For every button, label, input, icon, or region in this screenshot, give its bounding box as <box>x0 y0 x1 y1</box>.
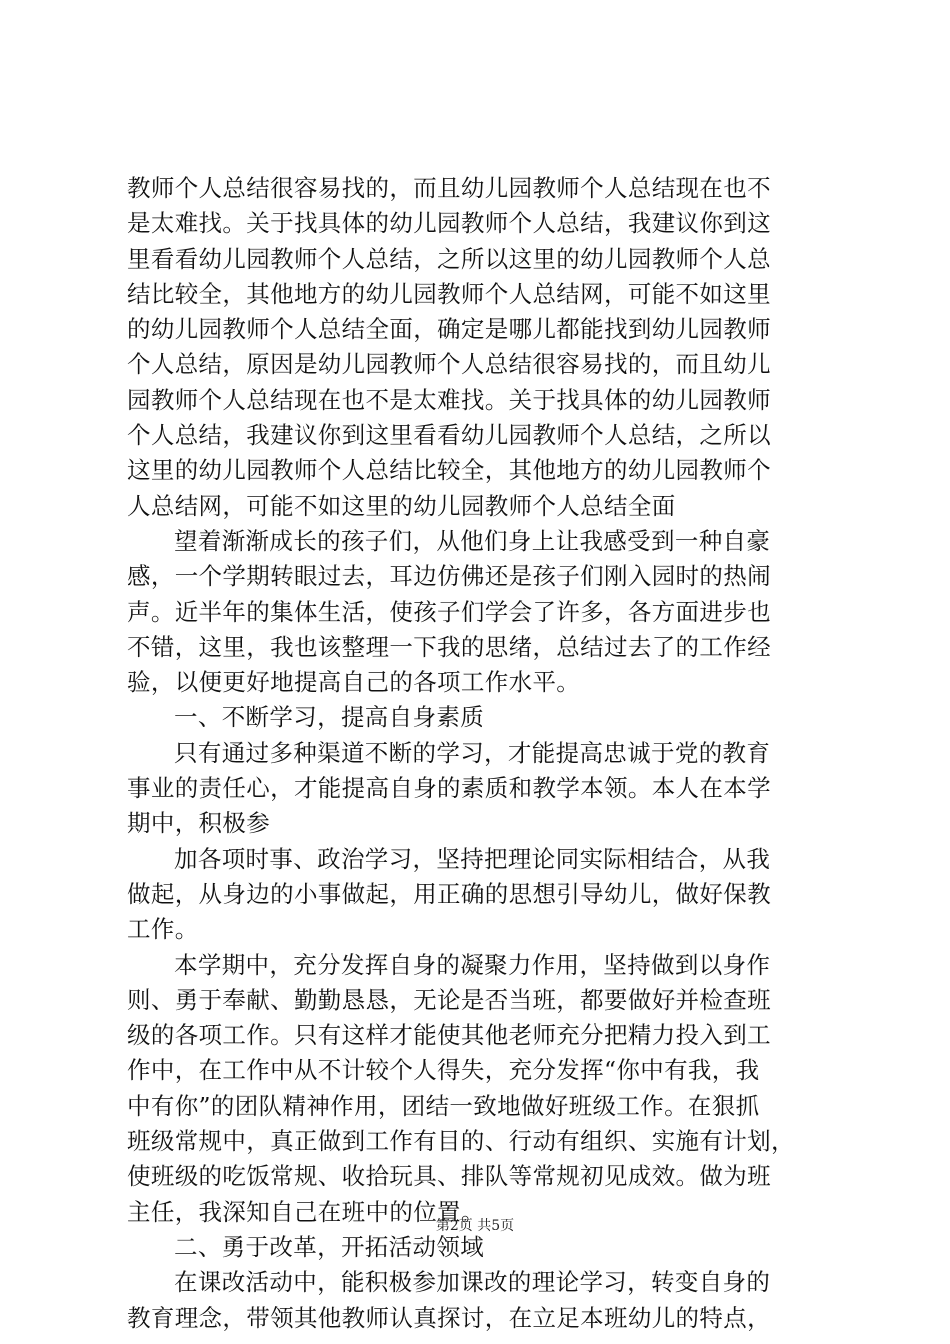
text-line: 个人总结，我建议你到这里看看幼儿园教师个人总结，之所以 <box>127 421 771 450</box>
text-line: 是太难找。关于找具体的幼儿园教师个人总结，我建议你到这 <box>127 209 771 238</box>
text-line: 中有你”的团队精神作用，团结一致地做好班级工作。在狠抓 <box>127 1091 760 1120</box>
document-body <box>127 171 837 1336</box>
text-line: 园教师个人总结现在也不是太难找。关于找具体的幼儿园教师 <box>127 385 771 414</box>
text-line: 教育理念，带领其他教师认真探讨，在立足本班幼儿的特点， <box>127 1303 771 1332</box>
text-line: 望着渐渐成长的孩子们，从他们身上让我感受到一种自豪 <box>174 526 771 555</box>
text-line: 个人总结，原因是幼儿园教师个人总结很容易找的，而且幼儿 <box>127 350 771 379</box>
text-line: 只有通过多种渠道不断的学习，才能提高忠诚于党的教育 <box>174 738 771 767</box>
text-line: 本学期中，充分发挥自身的凝聚力作用，坚持做到以身作 <box>174 950 771 979</box>
text-line: 人总结网，可能不如这里的幼儿园教师个人总结全面 <box>127 491 676 520</box>
text-line: 期中，积极参 <box>127 809 271 838</box>
text-line: 做起，从身边的小事做起，用正确的思想引导幼儿，做好保教 <box>127 879 771 908</box>
text-line: 在课改活动中，能积极参加课改的理论学习，转变自身的 <box>174 1268 771 1297</box>
text-line: 级的各项工作。只有这样才能使其他老师充分把精力投入到工 <box>127 1021 771 1050</box>
text-line: 声。近半年的集体生活，使孩子们学会了许多，各方面进步也 <box>127 597 771 626</box>
text-line: 加各项时事、政治学习，坚持把理论同实际相结合，从我 <box>174 844 771 873</box>
text-line: 作中，在工作中从不计较个人得失，充分发挥“你中有我，我 <box>127 1056 760 1085</box>
text-line: 工作。 <box>127 915 199 944</box>
text-line: 二、勇于改革，开拓活动领域 <box>174 1232 485 1261</box>
text-line: 教师个人总结很容易找的，而且幼儿园教师个人总结现在也不 <box>127 174 771 202</box>
text-line: 里看看幼儿园教师个人总结，之所以这里的幼儿园教师个人总 <box>127 244 771 273</box>
text-line: 使班级的吃饭常规、收拾玩具、排队等常规初见成效。做为班 <box>127 1162 771 1191</box>
page-footer: 第2页 共5页 <box>435 1218 515 1234</box>
text-line: 不错，这里，我也该整理一下我的思绪，总结过去了的工作经 <box>127 632 771 661</box>
text-line: 一、不断学习，提高自身素质 <box>174 703 485 732</box>
text-line: 事业的责任心，才能提高自身的素质和教学本领。本人在本学 <box>127 774 771 803</box>
text-line: 这里的幼儿园教师个人总结比较全，其他地方的幼儿园教师个 <box>127 456 771 485</box>
text-line: 感，一个学期转眼过去，耳边仿佛还是孩子们刚入园时的热闹 <box>127 562 771 591</box>
text-line: 验，以便更好地提高自己的各项工作水平。 <box>127 668 581 697</box>
text-line: 班级常规中，真正做到工作有目的、行动有组织、实施有计划， <box>127 1127 795 1156</box>
text-line: 主任，我深知自己在班中的位置。 <box>127 1197 485 1226</box>
text-line: 的幼儿园教师个人总结全面，确定是哪儿都能找到幼儿园教师 <box>127 315 771 344</box>
text-line: 结比较全，其他地方的幼儿园教师个人总结网，可能不如这里 <box>127 279 771 308</box>
text-line: 则、勇于奉献、勤勤恳恳，无论是否当班，都要做好并检查班 <box>127 985 771 1014</box>
